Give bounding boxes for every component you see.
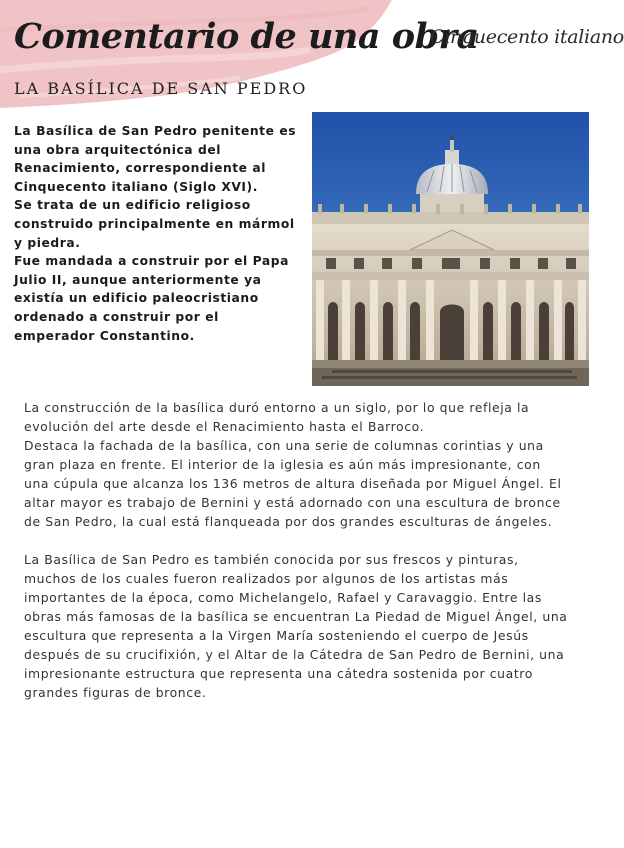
intro-line: La Basílica de San Pedro penitente es una obra arquitectónica del Renacimiento, correspondiente al Cinquecento italiano (Siglo XVI). xyxy=(14,124,297,194)
body-paragraph: La Basílica de San Pedro es también conocida por sus frescos y pinturas, muchos de los cuales fueron realizados por algunos de los artistas más importantes de la época, como Michelangelo, Rafael y Caravaggio. Entre las obras más famosas de la basílica se encuentran La Piedad de Miguel Ángel, una escultura que representa a la Virgen María sosteniendo el cuerpo de Jesús después de su crucifixión, y el Altar de la Cátedra de San Pedro de Bernini, una impresionante estructura que representa una cátedra sostenida por cuatro grandes figuras de bronce. xyxy=(24,552,568,700)
intro-paragraph xyxy=(14,122,304,345)
body-paragraph: La construcción de la basílica duró entorno a un siglo, por lo que refleja la evolución del arte desde el Renacimiento hasta el Barroco. xyxy=(24,400,530,434)
period-tag: Cinquecento italiano xyxy=(430,26,624,48)
body-paragraph: Destaca la fachada de la basílica, con una serie de columnas corintias y una gran plaza en frente. El interior de la iglesia es aún más impresionante, con una cúpula que alcanza los 136 metros de altura diseñada por Miguel Ángel. El altar mayor es trabajo de Bernini y está adornado con una escultura de bronce de San Pedro, la cual está flanqueada por dos grandes esculturas de ángeles. xyxy=(24,438,562,529)
intro-line: Se trata de un edificio religioso construido principalmente en mármol y piedra. xyxy=(14,198,295,250)
intro-line: Fue mandada a construir por el Papa Julio II, aunque anteriormente ya existía un edificio paleocristiano ordenado a construir por el emperador Constantino. xyxy=(14,254,289,343)
body-text xyxy=(24,398,569,702)
page-title: Comentario de una obra xyxy=(14,16,479,57)
basilica-photo xyxy=(312,112,589,386)
section-subtitle: LA BASÍLICA DE SAN PEDRO xyxy=(14,79,308,98)
